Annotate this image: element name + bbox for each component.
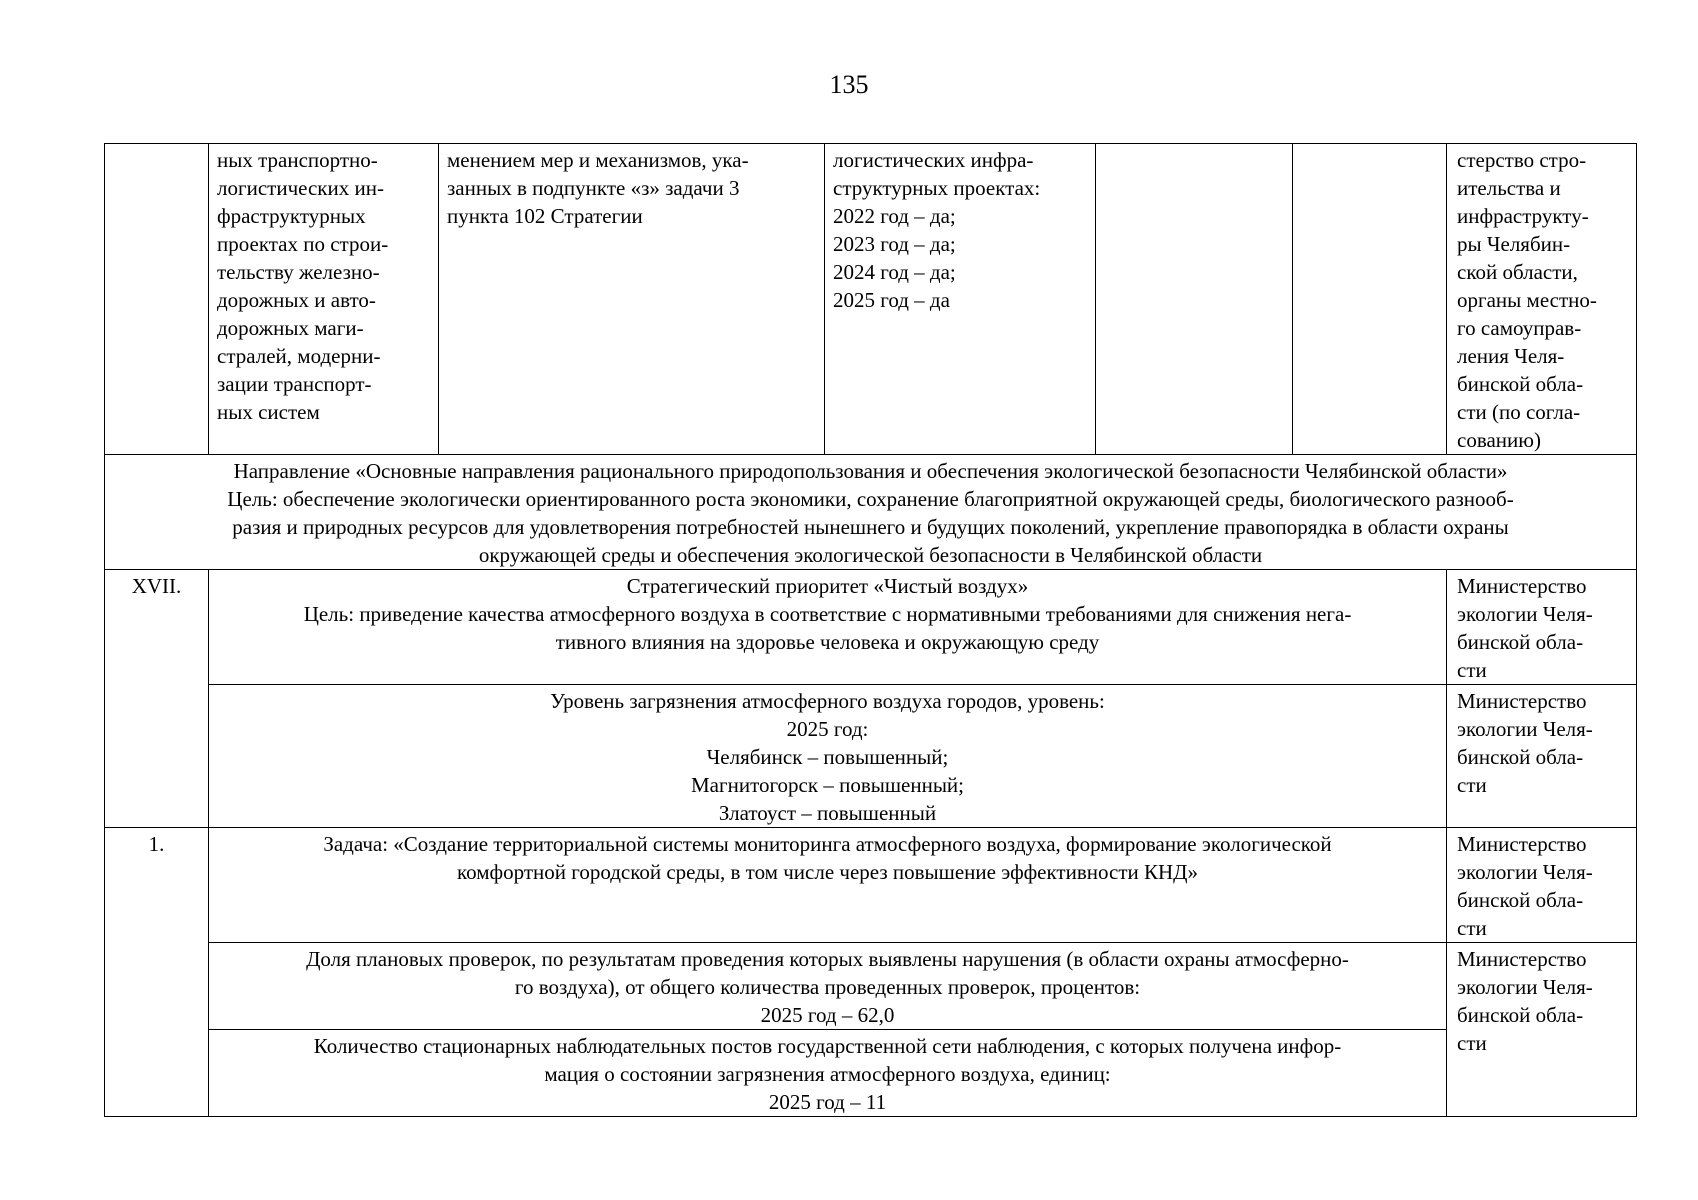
text-line: 2025 год:	[786, 717, 869, 741]
text-line: ных систем	[217, 400, 320, 424]
text-line: сти	[1457, 773, 1487, 797]
text-line: экологии Челя-	[1457, 717, 1593, 741]
text-line: сти	[1457, 916, 1487, 940]
pollution-responsible	[1447, 685, 1637, 828]
text-line: дорожных маги-	[217, 316, 364, 340]
text-line: ления Челя-	[1457, 344, 1565, 368]
text-line: 2024 год – да;	[833, 260, 956, 284]
text-line: логистических инфра-	[833, 148, 1034, 172]
task-number: 1.	[105, 828, 209, 1117]
text-line: ных транспортно-	[217, 148, 378, 172]
text-line: ительства и	[1457, 176, 1561, 200]
cell-responsible	[1447, 144, 1637, 455]
page-number: 135	[829, 70, 869, 99]
text-line: логистических ин-	[217, 176, 384, 200]
priority-number: XVII.	[105, 570, 209, 828]
pollution-row	[105, 685, 1637, 828]
cell-project-description	[209, 144, 439, 455]
cell-indicator-values	[825, 144, 1096, 455]
text-line: Уровень загрязнения атмосферного воздуха городов, уровень:	[550, 689, 1105, 713]
text-line: Количество стационарных наблюдательных постов государственной сети наблюдения, с которых получена инфор-	[313, 1034, 1342, 1058]
priority-heading	[209, 570, 1447, 685]
text-line: экологии Челя-	[1457, 602, 1593, 626]
text-line: 2025 год – да	[833, 288, 950, 312]
inspections-row	[105, 943, 1637, 1030]
text-line: Магнитогорск – повышенный;	[690, 773, 964, 797]
text-line: Златоуст – повышенный	[718, 801, 937, 825]
task-responsible	[1447, 828, 1637, 943]
text-line: Министерство	[1457, 689, 1587, 713]
text-line: менением мер и механизмов, ука-	[447, 148, 749, 172]
text-line: Цель: обеспечение экологически ориентированного роста экономики, сохранение благоприятной окружающей среды, биологического разнооб-	[227, 487, 1514, 511]
text-line: структурных проектах:	[833, 176, 1041, 200]
text-line: 2022 год – да;	[833, 204, 956, 228]
text-line: фраструктурных	[217, 204, 366, 228]
text-line: экологии Челя-	[1457, 860, 1593, 884]
text-line: проектах по строи-	[217, 232, 389, 256]
text-line: пункта 102 Стратегии	[447, 204, 643, 228]
text-line: бинской обла-	[1457, 372, 1584, 396]
strategy-table	[104, 143, 1637, 1117]
task-row	[105, 828, 1637, 943]
text-line: тивного влияния на здоровье человека и окружающую среду	[555, 630, 1100, 654]
text-line: ской области,	[1457, 260, 1578, 284]
text-line: бинской обла-	[1457, 888, 1584, 912]
inspections-indicator	[209, 943, 1447, 1030]
text-line: зации транспорт-	[217, 372, 372, 396]
text-line: бинской обла-	[1457, 630, 1584, 654]
cell-empty-5	[1096, 144, 1293, 455]
pollution-indicator	[209, 685, 1447, 828]
text-line: ры Челябин-	[1457, 232, 1571, 256]
text-line: стралей, модерни-	[217, 344, 381, 368]
text-line: Министерство	[1457, 574, 1587, 598]
text-line: Задача: «Создание территориальной системы мониторинга атмосферного воздуха, формирование экологической	[323, 832, 1332, 856]
text-line: органы местно-	[1457, 288, 1597, 312]
stations-indicator	[209, 1030, 1447, 1117]
text-line: стерство стро-	[1457, 148, 1587, 172]
direction-heading	[105, 455, 1637, 570]
text-line: бинской обла-	[1457, 1003, 1584, 1027]
stations-row	[105, 1030, 1637, 1117]
text-line: тельству железно-	[217, 260, 380, 284]
text-line: бинской обла-	[1457, 745, 1584, 769]
priority-responsible	[1447, 570, 1637, 685]
text-line: экологии Челя-	[1457, 975, 1593, 999]
text-line: комфортной городской среды, в том числе через повышение эффективности КНД»	[456, 860, 1199, 884]
text-line: сти (по согла-	[1457, 400, 1581, 424]
inspections-responsible	[1447, 943, 1637, 1117]
text-line: 2025 год – 11	[768, 1090, 887, 1114]
continuation-row	[105, 144, 1637, 455]
task-heading	[209, 828, 1447, 943]
text-line: 2025 год – 62,0	[760, 1003, 895, 1027]
priority-row	[105, 570, 1637, 685]
direction-row	[105, 455, 1637, 570]
text-line: окружающей среды и обеспечения экологической безопасности в Челябинской области	[478, 543, 1263, 567]
cell-mechanisms	[439, 144, 825, 455]
text-line: Челябинск – повышенный;	[706, 745, 949, 769]
text-line: сти	[1457, 658, 1487, 682]
text-line: мация о состоянии загрязнения атмосферного воздуха, единиц:	[544, 1062, 1111, 1086]
text-line: дорожных и авто-	[217, 288, 376, 312]
text-line: Министерство	[1457, 947, 1587, 971]
text-line: Стратегический приоритет «Чистый воздух»	[626, 574, 1029, 598]
text-line: занных в подпункте «з» задачи 3	[447, 176, 740, 200]
text-line: сти	[1457, 1031, 1487, 1055]
text-line: Направление «Основные направления рационального природопользования и обеспечения экологической безопасности Челябинской области»	[233, 459, 1508, 483]
text-line: Цель: приведение качества атмосферного воздуха в соответствие с нормативными требованиями для снижения нега-	[303, 602, 1352, 626]
text-line: разия и природных ресурсов для удовлетворения потребностей нынешнего и будущих поколений, укрепление правопорядка в области охраны	[232, 515, 1509, 539]
text-line: 2023 год – да;	[833, 232, 956, 256]
text-line: Доля плановых проверок, по результатам проведения которых выявлены нарушения (в области охраны атмосферно-	[306, 947, 1349, 971]
text-line: сованию)	[1457, 428, 1541, 452]
text-line: Министерство	[1457, 832, 1587, 856]
cell-empty-6	[1293, 144, 1447, 455]
text-line: инфраструкту-	[1457, 204, 1589, 228]
cell-number-empty	[105, 144, 209, 455]
text-line: го самоуправ-	[1457, 316, 1582, 340]
text-line: го воздуха), от общего количества проведенных проверок, процентов:	[514, 975, 1141, 999]
